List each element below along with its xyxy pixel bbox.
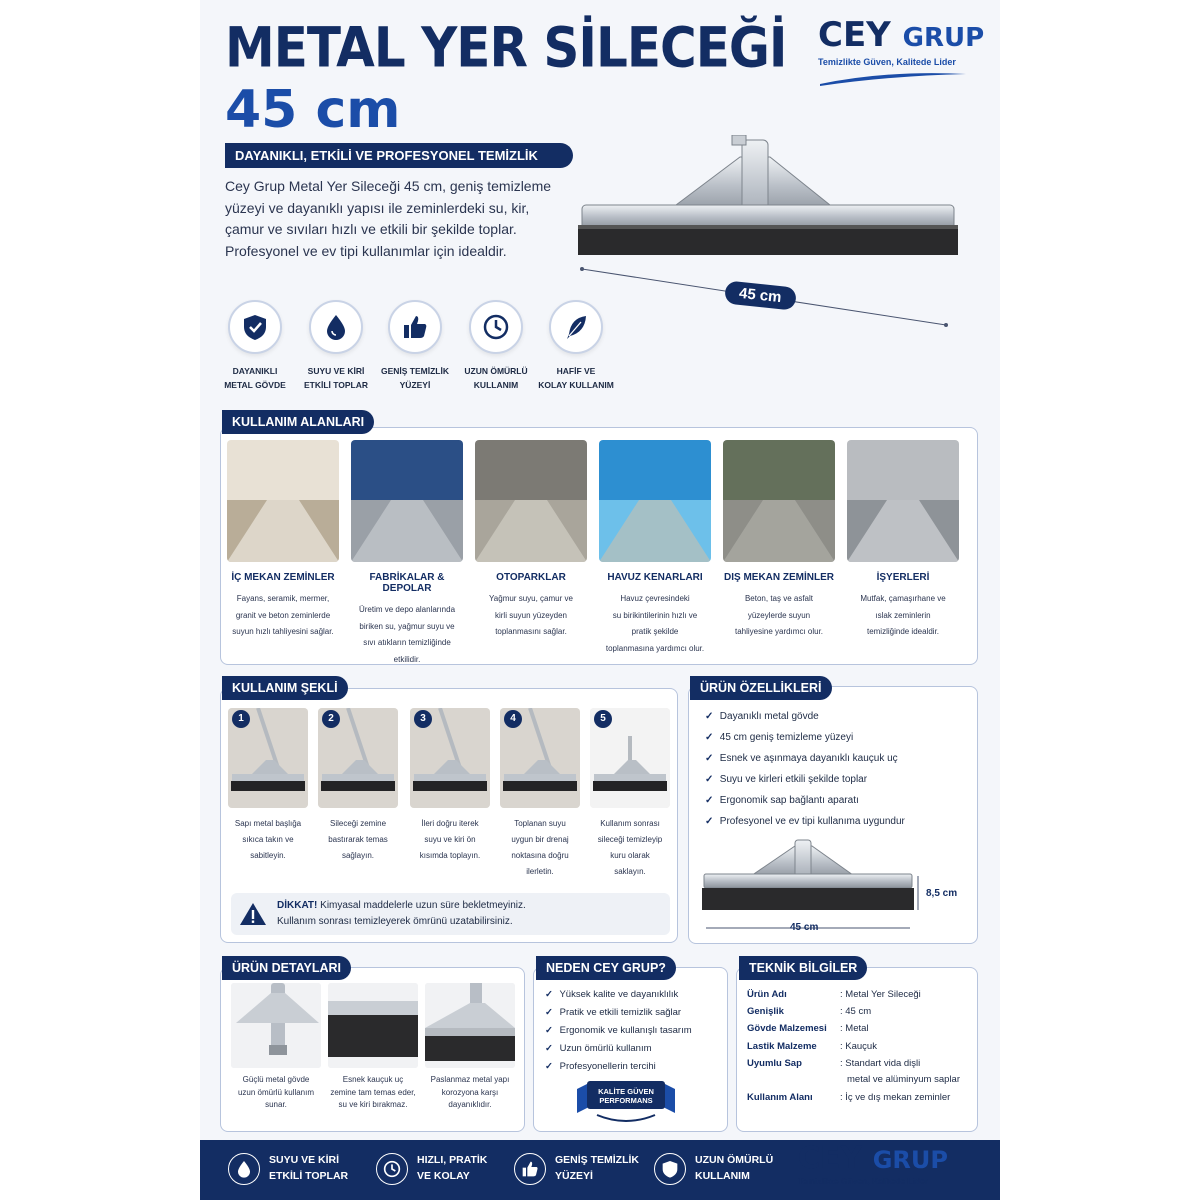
thumbs-up-icon (400, 312, 430, 342)
tech-value: : Standart vida dişli (840, 1058, 921, 1069)
footer-icon-ring (376, 1153, 408, 1185)
product-detail-desc (328, 1074, 418, 1112)
shield-check-icon (240, 312, 270, 342)
tech-key: Ürün Adı (747, 989, 787, 1000)
footer-icon-ring (228, 1153, 260, 1185)
clock-icon (481, 312, 511, 342)
desc-line: Sapı metal başlığa (234, 819, 302, 828)
feature-list-item (705, 795, 859, 806)
feature-list-text: Suyu ve kirleri etkili şekilde toplar (719, 774, 868, 785)
desc-line: kuru olarak (610, 851, 650, 860)
desc-line: sıkıca takın ve (242, 835, 294, 844)
step-number: 1 (232, 710, 250, 728)
feature-label-line-2: KULLANIM (473, 380, 519, 390)
feature-label (296, 364, 376, 392)
feature-icon-circle (388, 300, 442, 354)
desc-line: Esnek kauçuk uç (342, 1075, 404, 1084)
desc-line: tahliyesine yardımcı olur. (734, 627, 824, 636)
tech-value: : Metal (840, 1023, 869, 1034)
clock-icon (382, 1159, 402, 1179)
step-number: 2 (322, 710, 340, 728)
feature-label-line-1: SUYU VE KİRİ (307, 366, 365, 376)
usage-area-photo (599, 440, 711, 562)
usage-area-card (351, 440, 463, 668)
feature-list-text: Profesyonel ve ev tipi kullanıma uygundur (719, 816, 905, 827)
desc-line: granit ve beton zeminlerde (235, 610, 331, 620)
desc-line: su ve kiri bırakmaz. (338, 1100, 408, 1109)
brand-name-b: GRUP (902, 23, 985, 53)
feature-item (375, 300, 455, 392)
footer-line-1: HIZLI, PRATİK (417, 1154, 488, 1166)
usage-steps-title: KULLANIM ŞEKLİ (222, 676, 348, 700)
desc-line: etkilidir. (393, 654, 421, 664)
footer-item (269, 1152, 348, 1184)
usage-step-desc (410, 816, 490, 864)
water-drop-icon (321, 312, 351, 342)
footer-line-2: VE KOLAY (417, 1170, 470, 1182)
check-icon: ✓ (705, 711, 714, 722)
check-icon: ✓ (545, 1061, 553, 1072)
page-title: METAL YER SİLECEĞİ (225, 16, 787, 80)
feature-label-line-2: METAL GÖVDE (224, 380, 286, 390)
feature-label (536, 364, 616, 392)
desc-line: Fayans, seramik, mermer, (236, 594, 330, 603)
desc-line: Paslanmaz metal yapı (430, 1075, 510, 1084)
desc-line: toplanmasına yardımcı olur. (605, 643, 705, 653)
desc-line: toplanmasını sağlar. (495, 627, 567, 636)
warning-icon (239, 901, 267, 927)
desc-line: su birikintilerinin hızlı ve (612, 610, 698, 620)
desc-line: sağlayın. (341, 851, 375, 860)
product-detail-card (328, 983, 418, 1112)
check-icon: ✓ (705, 753, 714, 764)
check-icon: ✓ (705, 774, 714, 785)
warning-line-1: Kimyasal maddelerle uzun süre bekletmeyiniz. (317, 900, 526, 911)
desc-line: zemine tam temas eder, (330, 1087, 416, 1097)
usage-step-desc (590, 816, 670, 880)
desc-line: sabitleyin. (250, 851, 286, 860)
feature-list-item (705, 774, 867, 785)
why-item (545, 1007, 681, 1018)
feature-label-line-1: HAFİF VE (556, 366, 596, 376)
desc-line: sıvı atıkların temizliğinde (363, 638, 451, 647)
usage-step (318, 708, 398, 864)
check-icon: ✓ (705, 816, 714, 827)
desc-line: sunar. (265, 1100, 287, 1109)
feature-list-item (705, 816, 905, 827)
footer-icon-ring (654, 1153, 686, 1185)
usage-area-photo (227, 440, 339, 562)
tech-value: : 45 cm (840, 1006, 872, 1017)
usage-step-photo (410, 708, 490, 808)
feature-label-line-1: UZUN ÖMÜRLÜ (464, 366, 528, 376)
desc-line: sileceği temizleyip (597, 835, 663, 844)
feature-label (215, 364, 295, 392)
check-icon: ✓ (545, 1025, 553, 1036)
feature-list-text: Ergonomik sap bağlantı aparatı (719, 795, 859, 806)
why-title: NEDEN CEY GRUP? (536, 956, 676, 980)
desc-line: ıslak zeminlerin (875, 610, 931, 620)
product-detail-card (231, 983, 321, 1112)
thumbs-up-icon (520, 1159, 540, 1179)
why-text: Pratik ve etkili temizlik sağlar (559, 1007, 682, 1018)
usage-step (228, 708, 308, 864)
shield-check-icon (660, 1159, 680, 1179)
desc-line: İleri doğru iterek (421, 819, 479, 828)
footer-line-2: KULLANIM (695, 1170, 750, 1182)
desc-line: pratik şekilde (631, 627, 679, 636)
usage-step (410, 708, 490, 864)
footer-item (695, 1152, 773, 1184)
desc-line: ilerletin. (526, 867, 554, 876)
footer-brand-name-b: GRUP (872, 1146, 948, 1174)
usage-area-photo (475, 440, 587, 562)
usage-step (500, 708, 580, 880)
footer-line-1: UZUN ÖMÜRLÜ (695, 1154, 774, 1166)
intro-pill: DAYANIKLI, ETKİLİ VE PROFESYONEL TEMİZLİK (225, 143, 573, 168)
usage-area-desc (475, 591, 587, 641)
feature-list-text: Dayanıklı metal gövde (719, 711, 819, 722)
check-icon: ✓ (545, 1007, 553, 1018)
desc-line: suyun hızlı tahliyesini sağlar. (232, 627, 334, 636)
desc-line: noktasına doğru (511, 851, 569, 860)
feature-item (536, 300, 616, 392)
usage-area-card (599, 440, 711, 657)
step-number: 4 (504, 710, 522, 728)
warning-box (231, 893, 670, 935)
footer-line-1: SUYU VE KİRİ (269, 1154, 340, 1166)
badge-line-1: KALİTE GÜVEN (598, 1087, 654, 1096)
product-detail-desc (231, 1074, 321, 1112)
usage-area-photo (847, 440, 959, 562)
water-drop-icon (234, 1159, 254, 1179)
feature-label-line-2: YÜZEYİ (399, 380, 431, 390)
product-details-title: ÜRÜN DETAYLARI (222, 956, 351, 980)
usage-area-desc (599, 591, 711, 657)
badge-line-2: PERFORMANS (599, 1096, 653, 1105)
usage-area-photo (351, 440, 463, 562)
feature-item (456, 300, 536, 392)
brand-swoosh-icon (818, 68, 968, 88)
usage-area-name: İÇ MEKAN ZEMİNLER (231, 572, 335, 583)
desc-line: Güçlü metal gövde (242, 1075, 310, 1084)
usage-step-photo (318, 708, 398, 808)
why-text: Ergonomik ve kullanışlı tasarım (559, 1025, 692, 1036)
usage-areas-title: KULLANIM ALANLARI (222, 410, 374, 434)
feature-label (456, 364, 536, 392)
why-text: Profesyonellerin tercihi (559, 1061, 656, 1072)
desc-line: temizliğinde idealdir. (866, 627, 940, 636)
usage-area-photo (723, 440, 835, 562)
desc-line: saklayın. (614, 867, 646, 876)
intro-text: Cey Grup Metal Yer Sileceği 45 cm, geniş temizleme yüzeyi ve dayanıklı yapısı ile zeminlerdeki su, kir, çamur ve sıvıları hızlı ve etkili bir şekilde toplar. Profesyonel ve ev tipi kullanımlar için idealdir. (225, 178, 552, 259)
usage-area-name: HAVUZ KENARLARI (607, 572, 703, 583)
desc-line: yüzeylerde suyun (747, 610, 811, 620)
tech-value: : Kauçuk (840, 1041, 877, 1052)
dimension-height-label: 8,5 cm (926, 888, 958, 899)
tech-key: Genişlik (747, 1006, 784, 1017)
desc-line: Kullanım sonrası (600, 819, 660, 828)
usage-step-photo (500, 708, 580, 808)
tech-value: : İç ve dış mekan zeminler (840, 1092, 951, 1103)
footer-brand-tagline: Temizlikte Güven, Kalitede Lider (798, 1176, 929, 1186)
tech-key: Gövde Malzemesi (747, 1023, 827, 1034)
hero-dimension-label: 45 cm (724, 280, 797, 310)
why-text: Yüksek kalite ve dayanıklılık (559, 989, 679, 1000)
product-detail-desc (425, 1074, 515, 1112)
feature-list-text: Esnek ve aşınmaya dayanıklı kauçuk uç (719, 753, 898, 764)
feature-icon-circle (228, 300, 282, 354)
why-item (545, 989, 678, 1000)
desc-line: uzun ömürlü kullanım (237, 1087, 315, 1097)
product-detail-card (425, 983, 515, 1112)
desc-line: Mutfak, çamaşırhane ve (860, 594, 946, 603)
footer-item (555, 1152, 639, 1184)
usage-step (590, 708, 670, 880)
brand-tagline: Temizlikte Güven, Kalitede Lider (818, 57, 956, 67)
tech-key: Lastik Malzeme (747, 1041, 817, 1052)
check-icon: ✓ (705, 795, 714, 806)
feature-label-line-1: GENİŞ TEMİZLİK (381, 366, 449, 376)
desc-line: Sileceği zemine (329, 819, 387, 828)
usage-area-name: DIŞ MEKAN ZEMİNLER (724, 572, 834, 583)
desc-line: korozyona karşı (441, 1087, 499, 1097)
usage-step-desc (500, 816, 580, 880)
product-features-title: ÜRÜN ÖZELLİKLERİ (690, 676, 832, 700)
warning-line-2: Kullanım sonrası temizleyerek ömrünü uzatabilirsiniz. (277, 916, 513, 927)
why-item (545, 1043, 652, 1054)
feature-label-line-2: KOLAY KULLANIM (538, 380, 614, 390)
usage-area-desc (227, 591, 339, 641)
feature-list-item (705, 732, 853, 743)
feature-label (375, 364, 455, 392)
check-icon: ✓ (545, 1043, 553, 1054)
step-number: 5 (594, 710, 612, 728)
product-detail-photo (328, 983, 418, 1068)
usage-step-photo (590, 708, 670, 808)
desc-line: Beton, taş ve asfalt (744, 594, 814, 603)
footer-brand-name-a: CEY (798, 1141, 863, 1176)
tech-key: Kullanım Alanı (747, 1092, 813, 1103)
feature-item (215, 300, 295, 392)
desc-line: Üretim ve depo alanlarında (358, 605, 456, 614)
usage-area-desc (847, 591, 959, 641)
usage-step-desc (228, 816, 308, 864)
why-item (545, 1061, 656, 1072)
footer-icon-ring (514, 1153, 546, 1185)
footer-line-2: ETKİLİ TOPLAR (269, 1170, 349, 1182)
desc-line: biriken su, yağmur suyu ve (359, 621, 455, 631)
usage-area-card (847, 440, 959, 641)
feature-item (296, 300, 376, 392)
desc-line: kısımda toplayın. (419, 851, 481, 860)
why-text: Uzun ömürlü kullanım (559, 1043, 652, 1054)
desc-line: suyu ve kiri ön (424, 835, 476, 844)
usage-area-name: FABRİKALAR & DEPOLAR (369, 572, 445, 594)
footer-item (417, 1152, 487, 1184)
usage-area-card (475, 440, 587, 641)
check-icon: ✓ (705, 732, 714, 743)
why-item (545, 1025, 692, 1036)
usage-step-desc (318, 816, 398, 864)
feature-label-line-2: ETKİLİ TOPLAR (303, 380, 369, 390)
feature-icon-circle (309, 300, 363, 354)
usage-area-desc (351, 602, 463, 668)
usage-step-photo (228, 708, 308, 808)
footer-brand-logo (798, 1143, 948, 1186)
product-detail-photo (425, 983, 515, 1068)
feature-list-text: 45 cm geniş temizleme yüzeyi (719, 732, 854, 743)
usage-area-name: İŞYERLERİ (876, 572, 930, 583)
desc-line: Havuz çevresindeki (620, 594, 690, 603)
footer-line-2: YÜZEYİ (555, 1170, 593, 1182)
desc-line: bastırarak temas (328, 835, 388, 844)
feature-icon-circle (469, 300, 523, 354)
brand-logo (818, 16, 984, 88)
quality-badge-text (587, 1087, 665, 1105)
feature-list-item (705, 753, 898, 764)
tech-value: : Metal Yer Sileceği (840, 989, 921, 1000)
product-detail-photo (231, 983, 321, 1068)
usage-area-card (723, 440, 835, 641)
product-size: 45 cm (225, 80, 401, 140)
tech-key: Uyumlu Sap (747, 1058, 802, 1069)
tech-title: TEKNİK BİLGİLER (739, 956, 867, 980)
desc-line: Yağmur suyu, çamur ve (489, 594, 573, 603)
desc-line: Toplanan suyu (514, 819, 566, 828)
brand-name-a: CEY (818, 15, 891, 55)
desc-line: dayanıklıdır. (448, 1100, 492, 1109)
feature-list-item (705, 711, 819, 722)
footer-line-1: GENİŞ TEMİZLİK (555, 1154, 639, 1166)
usage-area-name: OTOPARKLAR (496, 572, 566, 583)
desc-line: uygun bir drenaj (511, 835, 569, 844)
feather-icon (561, 312, 591, 342)
usage-area-desc (723, 591, 835, 641)
step-number: 3 (414, 710, 432, 728)
dimension-width-label: 45 cm (790, 922, 819, 933)
tech-value-cont: metal ve alüminyum saplar (847, 1074, 960, 1085)
check-icon: ✓ (545, 989, 553, 1000)
usage-area-card (227, 440, 339, 641)
feature-icon-circle (549, 300, 603, 354)
warning-bold: DİKKAT! (277, 900, 318, 911)
feature-label-line-1: DAYANIKLI (232, 366, 278, 376)
desc-line: kirli suyun yüzeyden (494, 610, 568, 620)
